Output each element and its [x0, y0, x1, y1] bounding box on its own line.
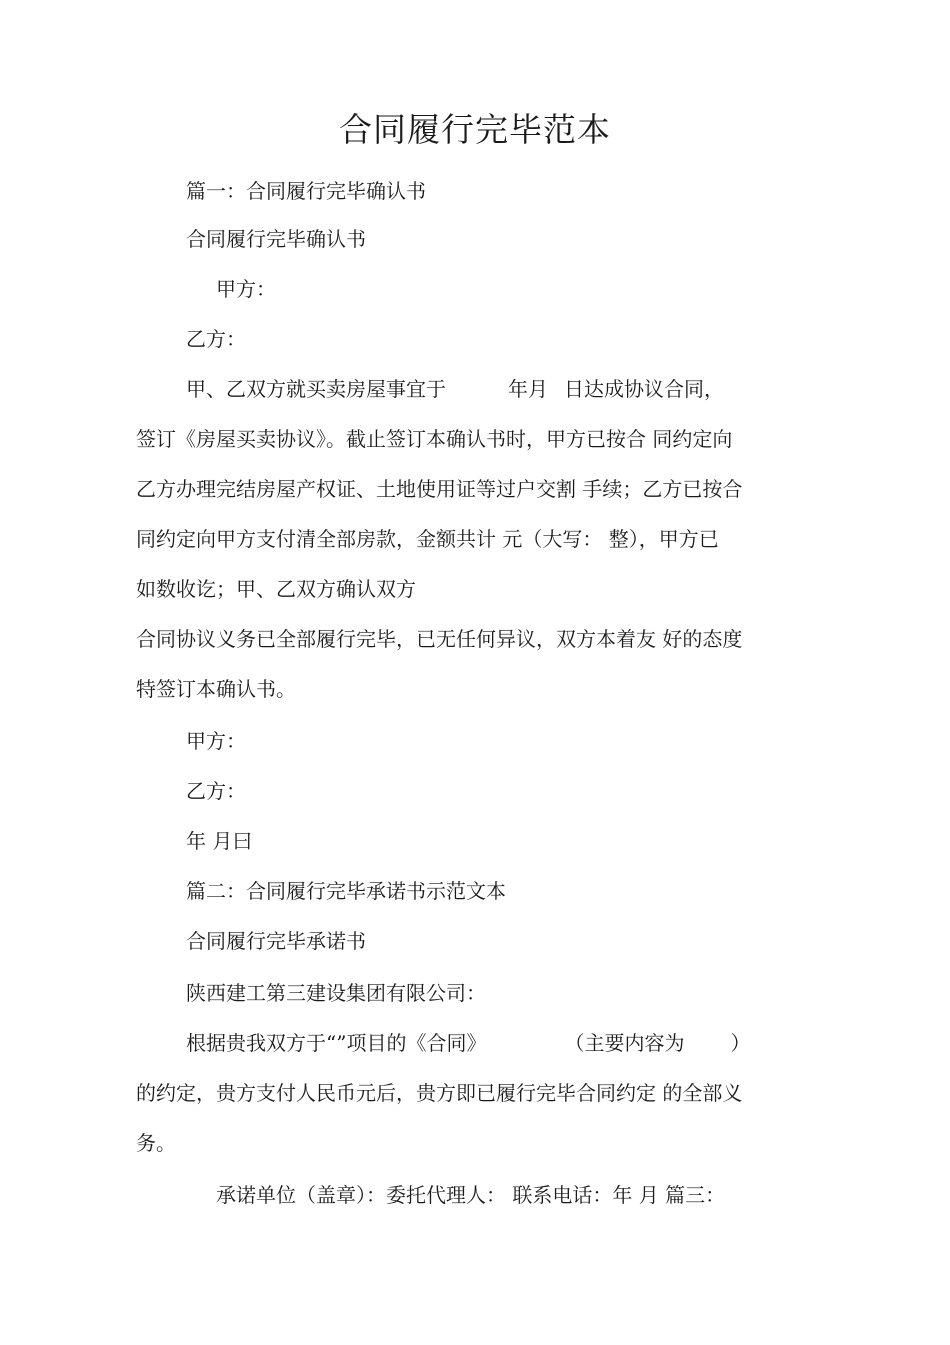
- text-segment: 根据贵我双方于“”项目的《合同》: [186, 1031, 487, 1055]
- party-a-label-1: 甲方：: [216, 277, 276, 301]
- subheading-1: 合同履行完毕确认书: [186, 227, 366, 251]
- paragraph-line: 特签订本确认书。: [136, 677, 296, 701]
- party-b-signature: 乙方：: [186, 779, 246, 803]
- document-title: 合同履行完毕范本: [339, 110, 611, 149]
- text-segment: 甲、乙双方就买卖房屋事宜于: [186, 377, 446, 401]
- paragraph-line: 同约定向甲方支付清全部房款，金额共计 元（大写： 整），甲方已: [136, 527, 719, 551]
- party-a-signature: 甲方：: [186, 729, 246, 753]
- paragraph-line: 务。: [136, 1131, 176, 1155]
- section-heading-2: 篇二：合同履行完毕承诺书示范文本: [186, 879, 506, 903]
- date-line: 年 月曰: [186, 829, 253, 853]
- paragraph-line: 乙方办理完结房屋产权证、土地使用证等过户交割 手续；乙方已按合: [136, 477, 743, 501]
- section-heading-1: 篇一：合同履行完毕确认书: [186, 179, 426, 203]
- addressee-line: 陕西建工第三建设集团有限公司：: [186, 981, 486, 1005]
- paragraph-line: [186, 376, 724, 402]
- text-segment: 年月: [508, 377, 548, 401]
- paragraph-line: 的约定，贵方支付人民币元后，贵方即已履行完毕合同约定 的全部义: [136, 1081, 743, 1105]
- subheading-2: 合同履行完毕承诺书: [186, 929, 366, 953]
- signature-line: 承诺单位（盖章）：委托代理人： 联系电话：年 月 篇三：: [216, 1183, 726, 1207]
- paragraph-line: 如数收讫；甲、乙双方确认双方: [136, 577, 416, 601]
- paragraph-line: [186, 1030, 750, 1056]
- paragraph-line: 签订《房屋买卖协议》。截止签订本确认书时，甲方已按合 同约定向: [136, 427, 733, 451]
- text-segment: 日达成协议合同，: [564, 377, 724, 401]
- paragraph-line: 合同协议义务已全部履行完毕，已无任何异议，双方本着友 好的态度: [136, 627, 743, 651]
- text-segment: ）: [730, 1031, 751, 1055]
- text-segment: （主要内容为: [564, 1031, 685, 1055]
- party-b-label-1: 乙方：: [186, 327, 246, 351]
